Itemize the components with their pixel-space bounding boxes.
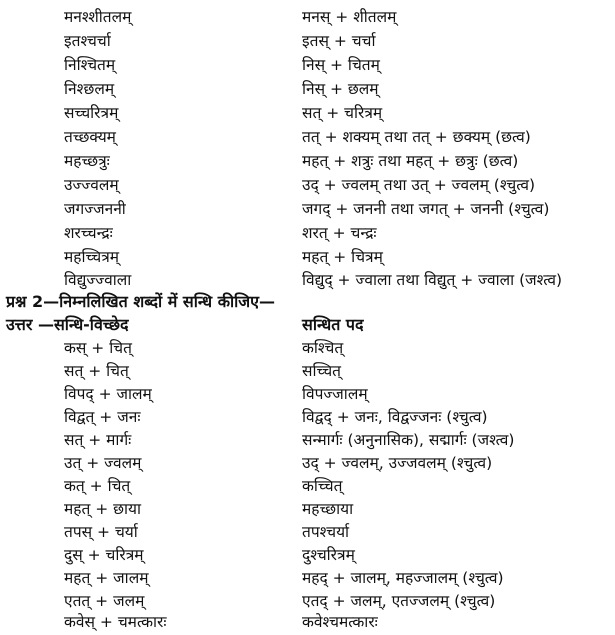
sandhi-word: निश्चितम् <box>64 56 116 74</box>
table-row <box>0 474 615 498</box>
table-row <box>0 543 615 567</box>
sandhi-word: महच्छत्रुः <box>64 152 110 170</box>
table-row <box>0 77 615 101</box>
sandhi-split: इतस् + चर्चा <box>302 32 376 50</box>
table-row <box>0 359 615 383</box>
table-row <box>0 497 615 521</box>
table-row <box>0 125 615 149</box>
table-row <box>0 566 615 590</box>
table-row <box>0 520 615 544</box>
table-row <box>0 221 615 245</box>
sandhi-split: महत् + छाया <box>64 500 142 518</box>
answer-heading-row <box>6 313 606 337</box>
table-row <box>0 245 615 269</box>
sandhi-split: तपस् + चर्या <box>64 523 138 541</box>
sandhi-word: जगज्जननी <box>64 200 126 218</box>
sandhi-word: तच्छक्यम् <box>64 128 116 146</box>
sandhi-word: सच्चरित्रम् <box>64 104 119 122</box>
table-row <box>0 101 615 125</box>
sandhi-split: दुस् + चरित्रम् <box>64 546 144 564</box>
sandhi-split: कवेस् + चमत्कारः <box>64 613 167 631</box>
sandhi-split: विद्युद् + ज्वाला तथा विद्युत् + ज्वाला (जश्त्व) <box>302 271 563 289</box>
sandhi-word: महच्चित्रम् <box>64 248 120 266</box>
sandhi-word: एतद् + जलम्, एतज्जलम् (श्चुत्व) <box>302 592 496 610</box>
sandhi-word: शरच्चन्द्रः <box>64 224 113 242</box>
sandhi-word: कवेश्चमत्कारः <box>302 613 378 631</box>
sandhi-split: निस् + छलम् <box>302 80 379 98</box>
sandhi-word: सच्चित् <box>302 362 342 380</box>
table-row <box>0 149 615 173</box>
sandhi-split: निस् + चितम् <box>302 56 380 74</box>
answer-left-heading: उत्तर —सन्धि-विच्छेद <box>6 315 129 334</box>
sandhi-word: कश्चित् <box>302 339 344 357</box>
sandhi-split: मनस् + शीतलम् <box>302 8 397 26</box>
sandhi-split: सत् + चरित्रम् <box>302 104 383 122</box>
sandhi-split: शरत् + चन्द्रः <box>302 224 377 242</box>
sandhi-word: उद् + ज्वलम्, उज्जवलम् (श्चुत्व) <box>302 454 493 472</box>
table-row <box>0 53 615 77</box>
sandhi-split: उत् + ज्वलम् <box>64 454 142 472</box>
sandhi-split: उद् + ज्वलम् तथा उत् + ज्वलम् (श्चुत्व) <box>302 176 536 194</box>
sandhi-split: विद्वत् + जनः <box>64 408 141 426</box>
sandhi-split: कत् + चित् <box>64 477 131 495</box>
sandhi-split: सत् + चित् <box>64 362 129 380</box>
table-row <box>0 29 615 53</box>
sandhi-split: जगद् + जननी तथा जगत् + जननी (श्चुत्व) <box>302 200 550 218</box>
table-row <box>0 382 615 406</box>
table-row <box>0 173 615 197</box>
table-row <box>0 451 615 475</box>
table-row <box>0 610 615 634</box>
sandhi-word: इतश्चर्चा <box>64 32 111 50</box>
sandhi-word: निश्छलम् <box>64 80 115 98</box>
sandhi-word: विपज्जालम् <box>302 385 368 403</box>
sandhi-split: तत् + शक्यम् तथा तत् + छक्यम् (छत्व) <box>302 128 531 146</box>
sandhi-word: मनश्शीतलम् <box>64 8 132 26</box>
answer-right-heading: सन्धित पद <box>302 315 364 334</box>
sandhi-split: महत् + शत्रुः तथा महत् + छत्रुः (छत्व) <box>302 152 519 170</box>
sandhi-split: विपद् + जालम् <box>64 385 152 403</box>
sandhi-split: सत् + मार्गः <box>64 431 132 449</box>
sandhi-word: महद् + जालम्, महज्जालम् (श्चुत्व) <box>302 569 504 587</box>
sandhi-word: कच्चित् <box>302 477 343 495</box>
sandhi-word: उज्ज्वलम् <box>64 176 119 194</box>
sandhi-word: महच्छाया <box>302 500 354 518</box>
sandhi-word: विद्युज्ज्वाला <box>64 271 132 289</box>
table-row <box>0 428 615 452</box>
question-heading: प्रश्न 2—निम्नलिखित शब्दों में सन्धि कीजिए— <box>6 292 275 311</box>
sandhi-split: कस् + चित् <box>64 339 132 357</box>
sandhi-split: महत् + चित्रम् <box>302 248 383 266</box>
sandhi-split: एतत् + जलम् <box>64 592 145 610</box>
table-row <box>0 405 615 429</box>
table-row <box>0 197 615 221</box>
sandhi-word: तपश्चर्या <box>302 523 350 541</box>
sandhi-word: सन्मार्गः (अनुनासिक), सद्मार्गः (जश्त्व) <box>302 431 515 449</box>
table-row <box>0 5 615 29</box>
sandhi-word: दुश्चरित्रम् <box>302 546 355 564</box>
sandhi-split: महत् + जालम् <box>64 569 149 587</box>
sandhi-word: विद्वद् + जनः, विद्वज्जनः (श्चुत्व) <box>302 408 488 426</box>
table-row <box>0 336 615 360</box>
table-row <box>0 268 615 292</box>
